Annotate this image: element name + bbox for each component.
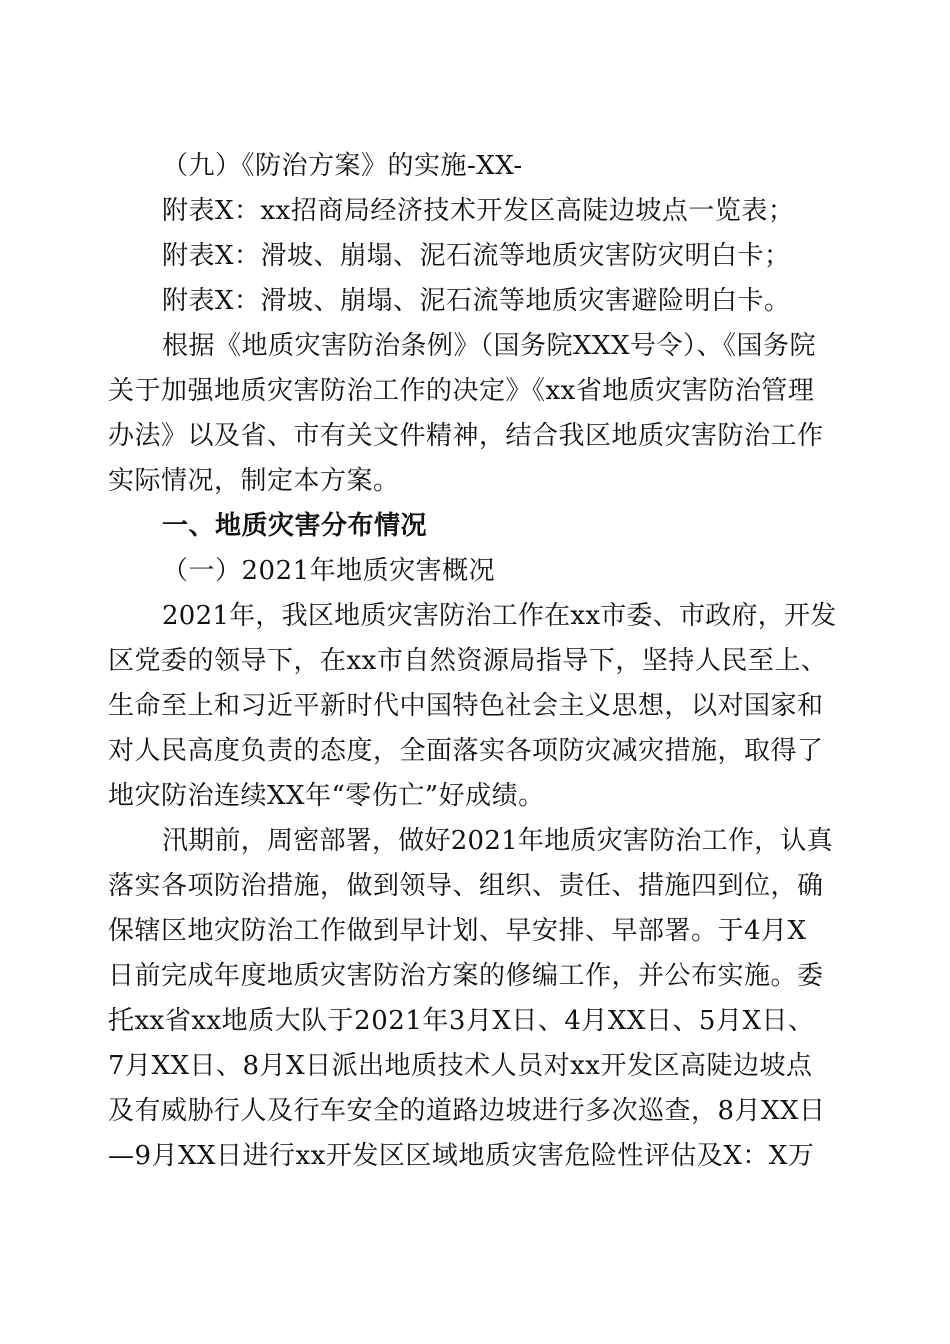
intro-line: 关于加强地质灾害防治工作的决定》《xx省地质灾害防治管理 — [108, 376, 815, 406]
paragraph-line: 对人民高度负责的态度，全面落实各项防灾减灾措施，取得了 — [108, 736, 824, 766]
paragraph-line: 地灾防治连续XX年“零伤亡”好成绩。 — [108, 781, 545, 811]
paragraph-line: 及有威胁行人及行车安全的道路边坡进行多次巡查，8月XX日 — [108, 1096, 826, 1126]
paragraph-line: —9月XX日进行xx开发区区域地质灾害危险性评估及X：X万 — [108, 1141, 815, 1171]
section-heading: 一、地质灾害分布情况 — [162, 511, 428, 541]
subsection-heading: （一）2021年地质灾害概况 — [162, 556, 496, 586]
appendix-item: 附表X：滑坡、崩塌、泥石流等地质灾害避险明白卡。 — [162, 286, 791, 316]
paragraph-line: 生命至上和习近平新时代中国特色社会主义思想，以对国家和 — [108, 691, 824, 721]
paragraph-line: 汛期前，周密部署，做好2021年地质灾害防治工作，认真 — [162, 826, 833, 856]
paragraph-line: 托xx省xx地质大队于2021年3月X日、4月XX日、5月X日、 — [108, 1006, 815, 1036]
appendix-item: 附表X：xx招商局经济技术开发区高陡边坡点一览表； — [162, 196, 795, 226]
paragraph-line: 日前完成年度地质灾害防治方案的修编工作，并公布实施。委 — [108, 961, 824, 991]
intro-line: 实际情况，制定本方案。 — [108, 466, 400, 496]
paragraph-line: 保辖区地灾防治工作做到早计划、早安排、早部署。于4月X — [108, 916, 807, 946]
paragraph-line: 2021年，我区地质灾害防治工作在xx市委、市政府，开发 — [162, 601, 837, 631]
paragraph-line: 区党委的领导下，在xx市自然资源局指导下，坚持人民至上、 — [108, 646, 828, 676]
intro-line: 办法》以及省、市有关文件精神，结合我区地质灾害防治工作 — [108, 421, 824, 451]
intro-line: 根据《地质灾害防治条例》（国务院XXX号令）、《国务院 — [162, 331, 817, 361]
paragraph-line: 落实各项防治措施，做到领导、组织、责任、措施四到位，确 — [108, 871, 824, 901]
appendix-item: 附表X：滑坡、崩塌、泥石流等地质灾害防灾明白卡； — [162, 241, 791, 271]
paragraph-line: 7月XX日、8月X日派出地质技术人员对xx开发区高陡边坡点 — [108, 1051, 813, 1081]
toc-item: （九）《防治方案》的实施-XX- — [162, 151, 523, 181]
